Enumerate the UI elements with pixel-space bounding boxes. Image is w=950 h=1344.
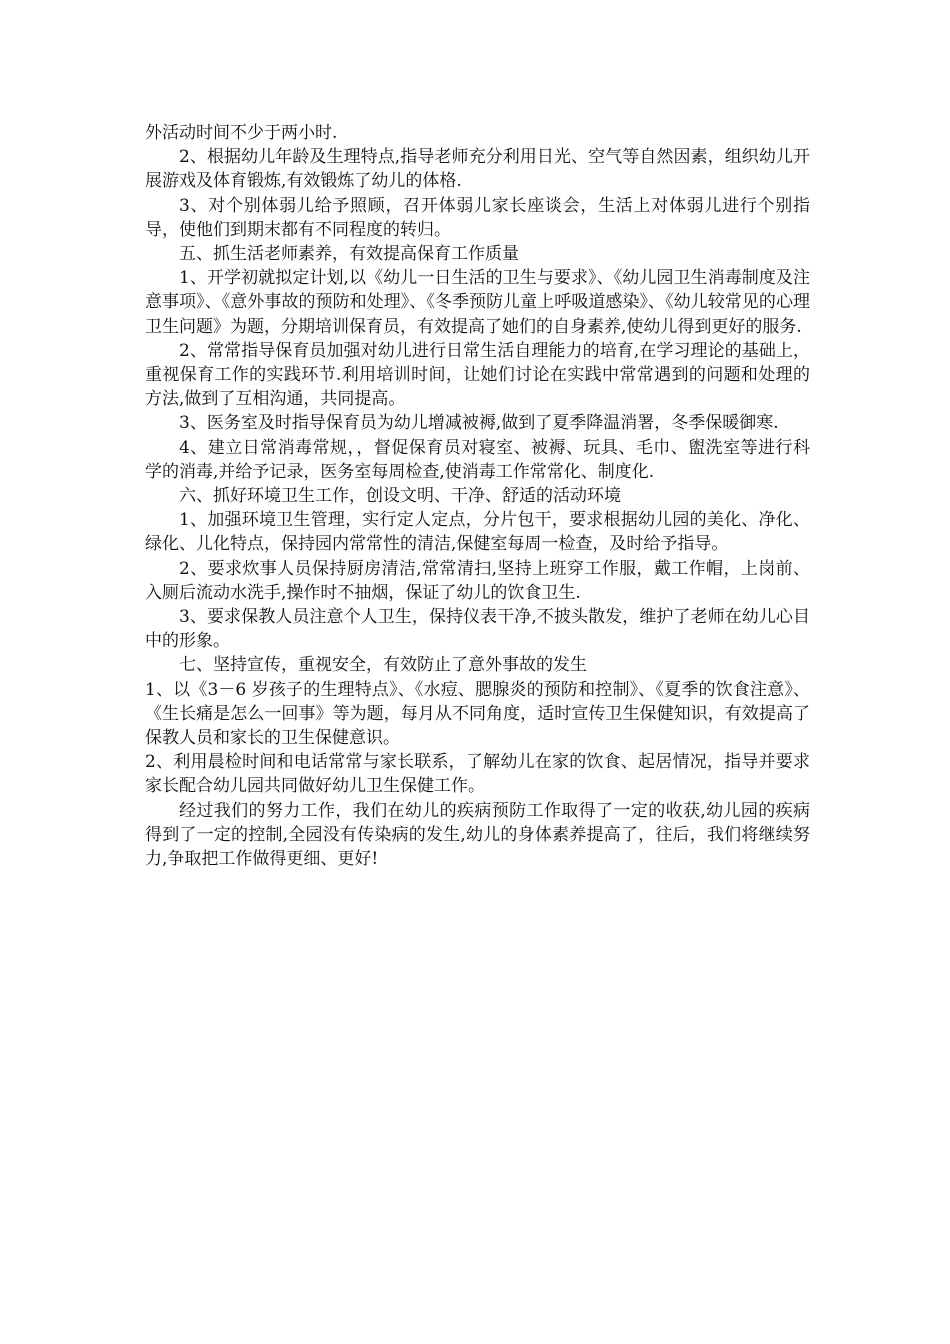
paragraph: 3、对个别体弱儿给予照顾，召开体弱儿家长座谈会，生活上对体弱儿进行个别指导，使他们到期末都有不同程度的转归。 — [145, 195, 810, 240]
paragraph: 2、根据幼儿年龄及生理特点,指导老师充分利用日光、空气等自然因素，组织幼儿开展游戏及体育锻炼,有效锻炼了幼儿的体格. — [145, 147, 810, 192]
paragraph: 3、要求保教人员注意个人卫生，保持仪表干净,不披头散发，维护了老师在幼儿心目中的形象。 — [145, 607, 810, 652]
paragraph: 1、开学初就拟定计划,以《幼儿一日生活的卫生与要求》、《幼儿园卫生消毒制度及注意事项》、《意外事故的预防和处理》、《冬季预防儿童上呼吸道感染》、《幼儿较常见的心理卫生问题》为题，分期培训保育员，有效提高了她们的自身素养,使幼儿得到更好的服务. — [145, 268, 810, 337]
paragraph: 3、医务室及时指导保育员为幼儿增减被褥,做到了夏季降温消署，冬季保暖御寒. — [179, 413, 779, 434]
paragraph: 2、要求炊事人员保持厨房清洁,常常清扫,坚持上班穿工作服，戴工作帽，上岗前、入厕后流动水洗手,操作时不抽烟，保证了幼儿的饮食卫生. — [145, 558, 810, 603]
section-heading: 六、抓好环境卫生工作，创设文明、干净、舒适的活动环境 — [179, 486, 621, 507]
section-heading: 七、坚持宣传，重视安全，有效防止了意外事故的发生 — [179, 655, 587, 676]
paragraph: 2、常常指导保育员加强对幼儿进行日常生活自理能力的培育,在学习理论的基础上，重视保育工作的实践环节.利用培训时间，让她们讨论在实践中常常遇到的问题和处理的方法,做到了互相沟通，共同提高。 — [145, 340, 810, 410]
paragraph: 1、以《3－6 岁孩子的生理特点》、《水痘、腮腺炎的预防和控制》、《夏季的饮食注意》、《生长痛是怎么一回事》等为题，每月从不同角度，适时宣传卫生保健知识，有效提高了保教人员和家长的卫生保健意识。 — [145, 679, 810, 749]
document-body — [145, 121, 810, 871]
paragraph: 1、加强环境卫生管理，实行定人定点，分片包干，要求根据幼儿园的美化、净化、绿化、儿化特点，保持园内常常性的清洁,保健室每周一检查，及时给予指导。 — [145, 510, 810, 555]
paragraph: 4、建立日常消毒常规，，督促保育员对寝室、被褥、玩具、毛巾、盥洗室等进行科学的消毒,并给予记录，医务室每周检查,使消毒工作常常化、制度化. — [145, 437, 810, 482]
closing-paragraph: 经过我们的努力工作，我们在幼儿的疾病预防工作取得了一定的收获,幼儿园的疾病得到了一定的控制,全园没有传染病的发生,幼儿的身体素养提高了，往后，我们将继续努力,争取把工作做得更细、更好! — [145, 800, 810, 870]
section-heading: 五、抓生活老师素养，有效提高保育工作质量 — [179, 244, 519, 265]
paragraph: 外活动时间不少于两小时. — [145, 123, 338, 143]
paragraph: 2、利用晨检时间和电话常常与家长联系，了解幼儿在家的饮食、起居情况，指导并要求家长配合幼儿园共同做好幼儿卫生保健工作。 — [145, 752, 810, 797]
